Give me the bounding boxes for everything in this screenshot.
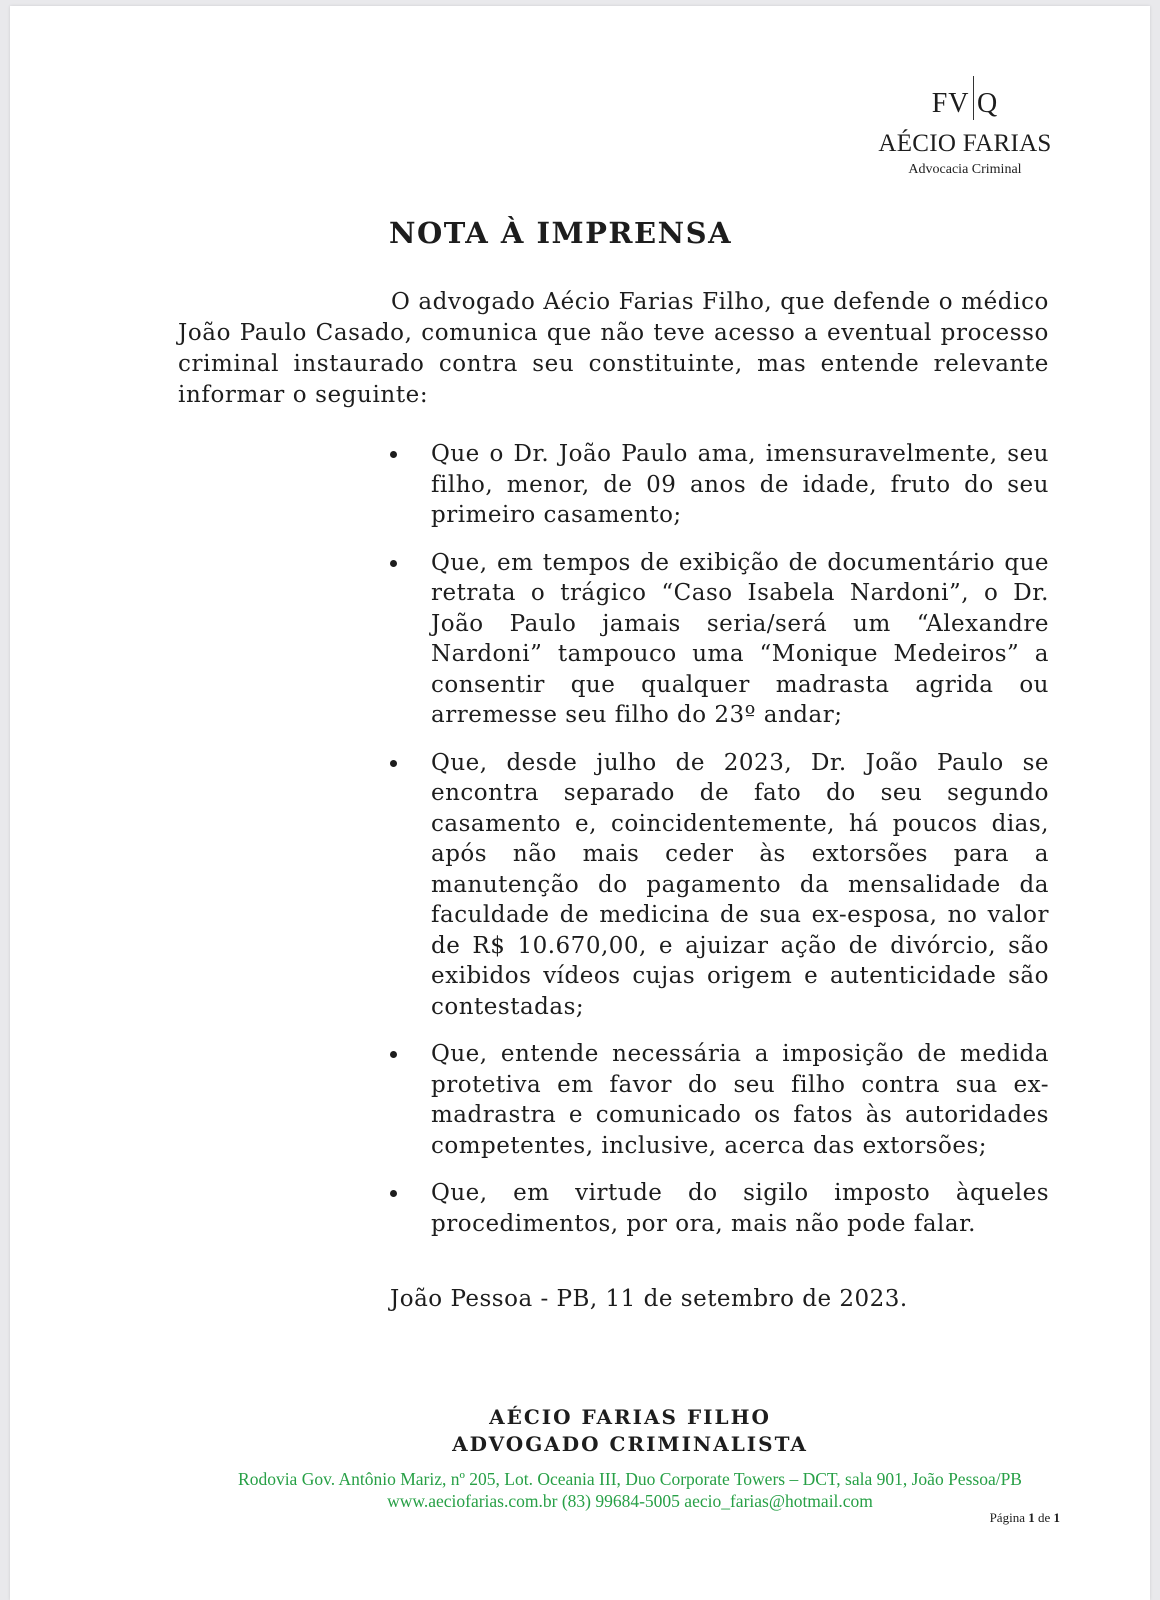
- letterhead-logo: [860, 76, 1070, 178]
- list-item-text: Que, em tempos de exibição de documentário que retrata o trágico “Caso Isabela Nardoni”, o Dr. João Paulo jamais seria/será um “Alexandre Nardoni” tampouco uma “Monique Medeiros” a consentir que qualquer madrasta agrida ou arremesse seu filho do 23º andar;: [431, 549, 1049, 728]
- footer-address: Rodovia Gov. Antônio Mariz, nº 205, Lot. Oceania III, Duo Corporate Towers – DCT, sala 901, João Pessoa/PB: [238, 1469, 1022, 1489]
- footer: [130, 1468, 1130, 1512]
- list-item-text: Que, desde julho de 2023, Dr. João Paulo se encontra separado de fato do seu segundo casamento e, coincidentemente, há poucos dias, após não mais ceder às extorsões para a manutenção do pagamento da mensalidade da faculdade de medicina de sua ex-esposa, no valor de R$ 10.670,00, e ajuizar ação de divórcio, são exibidos vídeos cujas origem e autenticidade são contestadas;: [431, 749, 1049, 1020]
- intro-paragraph: O advogado Aécio Farias Filho, que defende o médico João Paulo Casado, comunica que não teve acesso a eventual processo criminal instaurado contra seu constituinte, mas entende relevante informar o seguinte:: [178, 289, 1049, 408]
- logo-mark-left: FV: [931, 88, 970, 119]
- list-item-text: Que, em virtude do sigilo imposto àqueles procedimentos, por ora, mais não pode falar.: [431, 1180, 1049, 1237]
- list-item: [390, 439, 1049, 531]
- signer-name: AÉCIO FARIAS FILHO: [489, 1405, 771, 1429]
- statement-list: [390, 439, 1049, 1256]
- bullet-icon: [390, 451, 397, 458]
- list-item: [390, 1039, 1049, 1161]
- firm-name: AÉCIO FARIAS: [878, 130, 1052, 157]
- page-number: [940, 1510, 1060, 1526]
- footer-contacts: www.aeciofarias.com.br (83) 99684-5005 aecio_farias@hotmail.com: [387, 1491, 873, 1511]
- bullet-icon: [390, 760, 397, 767]
- list-item-text: Que o Dr. João Paulo ama, imensuravelmente, seu filho, menor, de 09 anos de idade, fruto do seu primeiro casamento;: [431, 441, 1049, 528]
- document-title: NOTA À IMPRENSA: [389, 216, 733, 250]
- logo-mark-right: Q: [977, 88, 999, 119]
- page-total: 1: [1053, 1510, 1060, 1525]
- list-item: [390, 548, 1049, 731]
- page-current: 1: [1028, 1510, 1035, 1525]
- page-separator: de: [1037, 1510, 1051, 1525]
- logo-monogram: [860, 76, 1070, 120]
- date-line: João Pessoa - PB, 11 de setembro de 2023.: [390, 1286, 908, 1312]
- signature-block: [10, 1404, 1160, 1458]
- list-item-text: Que, entende necessária a imposição de medida protetiva em favor do seu filho contra sua ex-madrastra e comunicado os fatos às autoridades competentes, inclusive, acerca das extorsões;: [431, 1041, 1049, 1159]
- bullet-icon: [390, 1051, 397, 1058]
- logo-divider: [973, 76, 975, 120]
- firm-subtitle: Advocacia Criminal: [908, 162, 1022, 177]
- bullet-icon: [390, 560, 397, 567]
- list-item: [390, 1178, 1049, 1239]
- list-item: [390, 748, 1049, 1023]
- bullet-icon: [390, 1190, 397, 1197]
- document-page: [10, 6, 1150, 1600]
- page-label: Página: [989, 1510, 1025, 1525]
- signer-role: ADVOGADO CRIMINALISTA: [452, 1432, 808, 1456]
